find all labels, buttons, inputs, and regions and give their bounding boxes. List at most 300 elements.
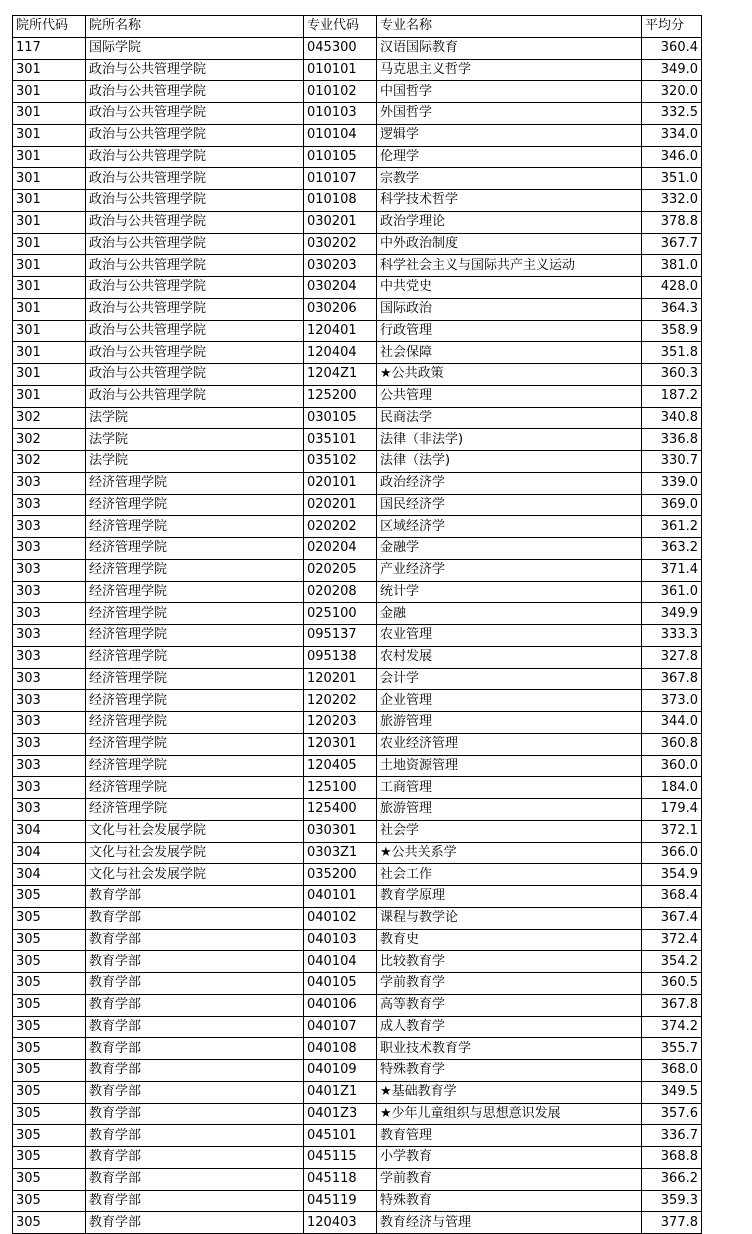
institute-code-cell: 301 — [13, 233, 86, 255]
average-score-cell: 351.8 — [642, 342, 702, 364]
table-row — [13, 429, 702, 451]
header-institute-code: 院所代码 — [13, 16, 86, 38]
average-score-cell: 364.3 — [642, 298, 702, 320]
average-score-cell: 378.8 — [642, 211, 702, 233]
major-name-cell: 农业管理 — [377, 625, 642, 647]
major-code-cell: 025100 — [304, 603, 377, 625]
table-row — [13, 1168, 702, 1190]
institute-code-cell: 305 — [13, 1016, 86, 1038]
table-row — [13, 951, 702, 973]
institute-code-cell: 305 — [13, 1038, 86, 1060]
average-score-cell: 367.4 — [642, 907, 702, 929]
major-name-cell: 教育史 — [377, 929, 642, 951]
institute-name-cell: 政治与公共管理学院 — [86, 59, 304, 81]
average-score-cell: 373.0 — [642, 690, 702, 712]
major-name-cell: 职业技术教育学 — [377, 1038, 642, 1060]
table-row — [13, 298, 702, 320]
major-code-cell: 010104 — [304, 124, 377, 146]
major-name-cell: 逻辑学 — [377, 124, 642, 146]
average-score-cell: 367.8 — [642, 994, 702, 1016]
table-row — [13, 973, 702, 995]
institute-code-cell: 301 — [13, 190, 86, 212]
table-row — [13, 1060, 702, 1082]
table-row — [13, 190, 702, 212]
average-score-cell: 369.0 — [642, 494, 702, 516]
table-row — [13, 1016, 702, 1038]
institute-name-cell: 法学院 — [86, 407, 304, 429]
major-code-cell: 095137 — [304, 625, 377, 647]
institute-code-cell: 301 — [13, 146, 86, 168]
average-score-cell: 344.0 — [642, 712, 702, 734]
major-name-cell: 科学社会主义与国际共产主义运动 — [377, 255, 642, 277]
table-row — [13, 646, 702, 668]
major-name-cell: 旅游管理 — [377, 712, 642, 734]
major-name-cell: 金融 — [377, 603, 642, 625]
major-code-cell: 040103 — [304, 929, 377, 951]
institute-code-cell: 305 — [13, 1060, 86, 1082]
institute-name-cell: 政治与公共管理学院 — [86, 190, 304, 212]
average-score-cell: 363.2 — [642, 538, 702, 560]
institute-code-cell: 305 — [13, 1190, 86, 1212]
major-code-cell: 120201 — [304, 668, 377, 690]
average-score-cell: 187.2 — [642, 385, 702, 407]
institute-code-cell: 305 — [13, 1125, 86, 1147]
major-code-cell: 120401 — [304, 320, 377, 342]
major-code-cell: 020101 — [304, 472, 377, 494]
institute-name-cell: 教育学部 — [86, 951, 304, 973]
major-code-cell: 0303Z1 — [304, 842, 377, 864]
institute-code-cell: 305 — [13, 1081, 86, 1103]
header-average-score: 平均分 — [642, 16, 702, 38]
institute-name-cell: 经济管理学院 — [86, 646, 304, 668]
institute-name-cell: 法学院 — [86, 429, 304, 451]
table-row — [13, 1147, 702, 1169]
institute-name-cell: 政治与公共管理学院 — [86, 342, 304, 364]
institute-code-cell: 303 — [13, 494, 86, 516]
institute-name-cell: 经济管理学院 — [86, 603, 304, 625]
average-score-cell: 332.0 — [642, 190, 702, 212]
institute-code-cell: 301 — [13, 168, 86, 190]
major-code-cell: 040106 — [304, 994, 377, 1016]
institute-name-cell: 文化与社会发展学院 — [86, 864, 304, 886]
average-score-cell: 374.2 — [642, 1016, 702, 1038]
table-row — [13, 1125, 702, 1147]
table-row — [13, 538, 702, 560]
institute-name-cell: 国际学院 — [86, 37, 304, 59]
average-score-cell: 332.5 — [642, 103, 702, 125]
major-code-cell: 020202 — [304, 516, 377, 538]
header-institute-name: 院所名称 — [86, 16, 304, 38]
major-name-cell: 宗教学 — [377, 168, 642, 190]
institute-name-cell: 经济管理学院 — [86, 559, 304, 581]
major-name-cell: 工商管理 — [377, 777, 642, 799]
major-code-cell: 040105 — [304, 973, 377, 995]
institute-name-cell: 政治与公共管理学院 — [86, 211, 304, 233]
average-score-cell: 368.8 — [642, 1147, 702, 1169]
institute-code-cell: 305 — [13, 973, 86, 995]
average-score-cell: 354.9 — [642, 864, 702, 886]
average-score-cell: 366.2 — [642, 1168, 702, 1190]
institute-name-cell: 政治与公共管理学院 — [86, 385, 304, 407]
institute-code-cell: 117 — [13, 37, 86, 59]
major-name-cell: ★少年儿童组织与思想意识发展 — [377, 1103, 642, 1125]
table-row — [13, 1038, 702, 1060]
average-score-cell: 357.6 — [642, 1103, 702, 1125]
major-code-cell: 020205 — [304, 559, 377, 581]
institute-code-cell: 301 — [13, 103, 86, 125]
institute-code-cell: 304 — [13, 864, 86, 886]
major-code-cell: 030105 — [304, 407, 377, 429]
average-score-cell: 179.4 — [642, 799, 702, 821]
major-name-cell: 产业经济学 — [377, 559, 642, 581]
major-name-cell: 比较教育学 — [377, 951, 642, 973]
institute-name-cell: 教育学部 — [86, 1212, 304, 1234]
table-row — [13, 277, 702, 299]
average-score-cell: 330.7 — [642, 451, 702, 473]
major-code-cell: 0401Z3 — [304, 1103, 377, 1125]
major-code-cell: 045118 — [304, 1168, 377, 1190]
major-name-cell: 课程与教学论 — [377, 907, 642, 929]
institute-code-cell: 303 — [13, 690, 86, 712]
major-name-cell: 会计学 — [377, 668, 642, 690]
table-row — [13, 168, 702, 190]
major-code-cell: 020201 — [304, 494, 377, 516]
institute-code-cell: 303 — [13, 668, 86, 690]
major-code-cell: 045300 — [304, 37, 377, 59]
institute-name-cell: 政治与公共管理学院 — [86, 320, 304, 342]
institute-code-cell: 303 — [13, 603, 86, 625]
table-row — [13, 799, 702, 821]
institute-name-cell: 经济管理学院 — [86, 799, 304, 821]
table-row — [13, 864, 702, 886]
institute-name-cell: 政治与公共管理学院 — [86, 277, 304, 299]
institute-code-cell: 302 — [13, 407, 86, 429]
major-name-cell: 高等教育学 — [377, 994, 642, 1016]
major-name-cell: 科学技术哲学 — [377, 190, 642, 212]
institute-code-cell: 301 — [13, 277, 86, 299]
institute-code-cell: 305 — [13, 1168, 86, 1190]
institute-name-cell: 文化与社会发展学院 — [86, 842, 304, 864]
major-code-cell: 045101 — [304, 1125, 377, 1147]
institute-code-cell: 303 — [13, 559, 86, 581]
header-major-code: 专业代码 — [304, 16, 377, 38]
institute-code-cell: 301 — [13, 385, 86, 407]
major-name-cell: 公共管理 — [377, 385, 642, 407]
institute-name-cell: 经济管理学院 — [86, 516, 304, 538]
major-name-cell: 金融学 — [377, 538, 642, 560]
major-name-cell: 农村发展 — [377, 646, 642, 668]
institute-name-cell: 政治与公共管理学院 — [86, 168, 304, 190]
major-code-cell: 120405 — [304, 755, 377, 777]
institute-name-cell: 政治与公共管理学院 — [86, 364, 304, 386]
major-code-cell: 030301 — [304, 820, 377, 842]
average-score-cell: 367.7 — [642, 233, 702, 255]
major-code-cell: 010108 — [304, 190, 377, 212]
institute-code-cell: 302 — [13, 429, 86, 451]
institute-name-cell: 教育学部 — [86, 1038, 304, 1060]
major-name-cell: 社会保障 — [377, 342, 642, 364]
major-name-cell: 特殊教育学 — [377, 1060, 642, 1082]
institute-name-cell: 教育学部 — [86, 1147, 304, 1169]
institute-code-cell: 301 — [13, 124, 86, 146]
major-code-cell: 030203 — [304, 255, 377, 277]
table-row — [13, 407, 702, 429]
institute-code-cell: 303 — [13, 755, 86, 777]
institute-name-cell: 政治与公共管理学院 — [86, 255, 304, 277]
major-code-cell: 035200 — [304, 864, 377, 886]
institute-code-cell: 305 — [13, 994, 86, 1016]
institute-name-cell: 政治与公共管理学院 — [86, 103, 304, 125]
average-score-cell: 355.7 — [642, 1038, 702, 1060]
major-name-cell: ★基础教育学 — [377, 1081, 642, 1103]
average-score-cell: 360.8 — [642, 733, 702, 755]
institute-code-cell: 302 — [13, 451, 86, 473]
average-score-cell: 366.0 — [642, 842, 702, 864]
institute-name-cell: 教育学部 — [86, 973, 304, 995]
institute-code-cell: 301 — [13, 255, 86, 277]
average-score-cell: 320.0 — [642, 81, 702, 103]
institute-code-cell: 305 — [13, 1103, 86, 1125]
institute-name-cell: 教育学部 — [86, 1168, 304, 1190]
average-score-cell: 367.8 — [642, 668, 702, 690]
table-row — [13, 603, 702, 625]
average-score-cell: 368.4 — [642, 886, 702, 908]
major-code-cell: 125200 — [304, 385, 377, 407]
table-row — [13, 994, 702, 1016]
major-code-cell: 125400 — [304, 799, 377, 821]
table-row — [13, 494, 702, 516]
major-name-cell: 中国哲学 — [377, 81, 642, 103]
institute-code-cell: 303 — [13, 516, 86, 538]
average-score-cell: 346.0 — [642, 146, 702, 168]
institute-name-cell: 政治与公共管理学院 — [86, 124, 304, 146]
major-name-cell: 小学教育 — [377, 1147, 642, 1169]
major-name-cell: 国际政治 — [377, 298, 642, 320]
major-code-cell: 010105 — [304, 146, 377, 168]
table-row — [13, 668, 702, 690]
institute-code-cell: 301 — [13, 59, 86, 81]
average-score-cell: 428.0 — [642, 277, 702, 299]
major-name-cell: 区域经济学 — [377, 516, 642, 538]
major-name-cell: 学前教育 — [377, 1168, 642, 1190]
major-name-cell: 社会学 — [377, 820, 642, 842]
institute-code-cell: 303 — [13, 733, 86, 755]
table-row — [13, 81, 702, 103]
major-name-cell: 国民经济学 — [377, 494, 642, 516]
institute-code-cell: 301 — [13, 81, 86, 103]
major-name-cell: 特殊教育 — [377, 1190, 642, 1212]
table-row — [13, 516, 702, 538]
major-code-cell: 040107 — [304, 1016, 377, 1038]
table-row — [13, 1190, 702, 1212]
table-row — [13, 625, 702, 647]
major-name-cell: 企业管理 — [377, 690, 642, 712]
major-name-cell: 政治学理论 — [377, 211, 642, 233]
institute-name-cell: 教育学部 — [86, 907, 304, 929]
institute-code-cell: 301 — [13, 298, 86, 320]
major-code-cell: 030204 — [304, 277, 377, 299]
major-code-cell: 045115 — [304, 1147, 377, 1169]
institute-name-cell: 经济管理学院 — [86, 690, 304, 712]
table-row — [13, 777, 702, 799]
institute-name-cell: 政治与公共管理学院 — [86, 146, 304, 168]
institute-name-cell: 经济管理学院 — [86, 668, 304, 690]
institute-name-cell: 经济管理学院 — [86, 625, 304, 647]
average-score-cell: 327.8 — [642, 646, 702, 668]
average-score-cell: 372.1 — [642, 820, 702, 842]
major-code-cell: 030201 — [304, 211, 377, 233]
table-row — [13, 820, 702, 842]
institute-name-cell: 经济管理学院 — [86, 494, 304, 516]
major-code-cell: 040104 — [304, 951, 377, 973]
institute-code-cell: 303 — [13, 712, 86, 734]
major-name-cell: 土地资源管理 — [377, 755, 642, 777]
major-name-cell: 法律（非法学) — [377, 429, 642, 451]
average-score-cell: 336.7 — [642, 1125, 702, 1147]
major-code-cell: 040101 — [304, 886, 377, 908]
average-score-cell: 360.5 — [642, 973, 702, 995]
average-score-cell: 372.4 — [642, 929, 702, 951]
institute-code-cell: 305 — [13, 1212, 86, 1234]
institute-code-cell: 303 — [13, 581, 86, 603]
average-score-cell: 360.3 — [642, 364, 702, 386]
table-row — [13, 1081, 702, 1103]
institute-code-cell: 305 — [13, 907, 86, 929]
major-code-cell: 095138 — [304, 646, 377, 668]
average-score-cell: 354.2 — [642, 951, 702, 973]
major-code-cell: 010107 — [304, 168, 377, 190]
major-name-cell: 教育管理 — [377, 1125, 642, 1147]
average-score-cell: 336.8 — [642, 429, 702, 451]
major-name-cell: 中外政治制度 — [377, 233, 642, 255]
institute-name-cell: 教育学部 — [86, 994, 304, 1016]
table-row — [13, 103, 702, 125]
institute-name-cell: 法学院 — [86, 451, 304, 473]
header-major-name: 专业名称 — [377, 16, 642, 38]
major-name-cell: 教育经济与管理 — [377, 1212, 642, 1234]
major-code-cell: 010103 — [304, 103, 377, 125]
average-score-cell: 371.4 — [642, 559, 702, 581]
institute-code-cell: 303 — [13, 777, 86, 799]
average-score-cell: 340.8 — [642, 407, 702, 429]
table-row — [13, 1103, 702, 1125]
institute-name-cell: 教育学部 — [86, 1081, 304, 1103]
institute-name-cell: 政治与公共管理学院 — [86, 81, 304, 103]
major-code-cell: 035102 — [304, 451, 377, 473]
table-row — [13, 233, 702, 255]
table-row — [13, 690, 702, 712]
score-table — [12, 15, 702, 1234]
table-row — [13, 146, 702, 168]
major-name-cell: ★公共关系学 — [377, 842, 642, 864]
major-name-cell: 中共党史 — [377, 277, 642, 299]
institute-code-cell: 304 — [13, 820, 86, 842]
average-score-cell: 358.9 — [642, 320, 702, 342]
major-code-cell: 010102 — [304, 81, 377, 103]
major-name-cell: 马克思主义哲学 — [377, 59, 642, 81]
major-code-cell: 040108 — [304, 1038, 377, 1060]
institute-code-cell: 305 — [13, 929, 86, 951]
major-code-cell: 120404 — [304, 342, 377, 364]
major-code-cell: 0401Z1 — [304, 1081, 377, 1103]
average-score-cell: 360.4 — [642, 37, 702, 59]
major-code-cell: 010101 — [304, 59, 377, 81]
institute-name-cell: 教育学部 — [86, 1125, 304, 1147]
table-row — [13, 59, 702, 81]
institute-name-cell: 经济管理学院 — [86, 712, 304, 734]
institute-code-cell: 305 — [13, 951, 86, 973]
institute-name-cell: 教育学部 — [86, 1060, 304, 1082]
average-score-cell: 368.0 — [642, 1060, 702, 1082]
table-row — [13, 364, 702, 386]
table-row — [13, 712, 702, 734]
table-row — [13, 124, 702, 146]
average-score-cell: 339.0 — [642, 472, 702, 494]
major-code-cell: 120301 — [304, 733, 377, 755]
major-code-cell: 120203 — [304, 712, 377, 734]
institute-name-cell: 经济管理学院 — [86, 472, 304, 494]
major-name-cell: 汉语国际教育 — [377, 37, 642, 59]
institute-name-cell: 教育学部 — [86, 1190, 304, 1212]
major-name-cell: 民商法学 — [377, 407, 642, 429]
institute-name-cell: 经济管理学院 — [86, 581, 304, 603]
major-code-cell: 040109 — [304, 1060, 377, 1082]
major-name-cell: 社会工作 — [377, 864, 642, 886]
institute-code-cell: 305 — [13, 886, 86, 908]
institute-name-cell: 经济管理学院 — [86, 777, 304, 799]
table-row — [13, 255, 702, 277]
average-score-cell: 333.3 — [642, 625, 702, 647]
major-name-cell: 农业经济管理 — [377, 733, 642, 755]
institute-code-cell: 305 — [13, 1147, 86, 1169]
header-row — [13, 16, 702, 38]
institute-code-cell: 303 — [13, 538, 86, 560]
institute-code-cell: 301 — [13, 320, 86, 342]
table-row — [13, 886, 702, 908]
major-code-cell: 030202 — [304, 233, 377, 255]
average-score-cell: 184.0 — [642, 777, 702, 799]
institute-name-cell: 教育学部 — [86, 1016, 304, 1038]
major-code-cell: 040102 — [304, 907, 377, 929]
institute-code-cell: 303 — [13, 646, 86, 668]
major-name-cell: 教育学原理 — [377, 886, 642, 908]
major-code-cell: 030206 — [304, 298, 377, 320]
major-name-cell: 统计学 — [377, 581, 642, 603]
average-score-cell: 334.0 — [642, 124, 702, 146]
major-code-cell: 020204 — [304, 538, 377, 560]
institute-name-cell: 教育学部 — [86, 929, 304, 951]
table-row — [13, 733, 702, 755]
table-row — [13, 755, 702, 777]
table-row — [13, 581, 702, 603]
average-score-cell: 349.0 — [642, 59, 702, 81]
major-code-cell: 045119 — [304, 1190, 377, 1212]
institute-name-cell: 教育学部 — [86, 1103, 304, 1125]
major-name-cell: 成人教育学 — [377, 1016, 642, 1038]
institute-name-cell: 政治与公共管理学院 — [86, 298, 304, 320]
major-code-cell: 125100 — [304, 777, 377, 799]
table-row — [13, 929, 702, 951]
average-score-cell: 377.8 — [642, 1212, 702, 1234]
table-row — [13, 907, 702, 929]
major-name-cell: 外国哲学 — [377, 103, 642, 125]
table-row — [13, 385, 702, 407]
table-row — [13, 842, 702, 864]
major-name-cell: 学前教育学 — [377, 973, 642, 995]
table-row — [13, 559, 702, 581]
average-score-cell: 351.0 — [642, 168, 702, 190]
average-score-cell: 349.5 — [642, 1081, 702, 1103]
